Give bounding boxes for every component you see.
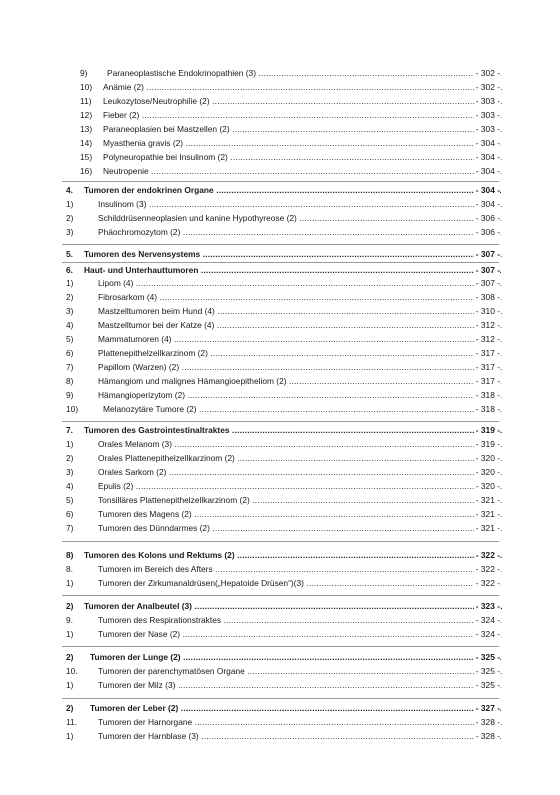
toc-entry	[0, 508, 560, 521]
toc-entry	[0, 438, 560, 451]
toc-entry-number: 7)	[66, 523, 74, 533]
toc-entry	[0, 730, 560, 743]
toc-entry-page: - 318 -	[475, 404, 500, 414]
toc-entry	[0, 628, 560, 641]
toc-section-page: - 323 -	[475, 601, 500, 611]
toc-section-heading	[0, 600, 560, 613]
toc-section-page: - 307 -	[475, 249, 500, 259]
toc-entry	[0, 137, 560, 150]
toc-entry	[0, 333, 560, 346]
toc-entry-page: - 328 -	[475, 717, 500, 727]
toc-entry-title: Polyneuropathie bei Insulinom (2) .....	[103, 151, 502, 164]
toc-entry-number: 1)	[66, 680, 74, 690]
toc-section-number: 5.	[66, 249, 73, 259]
toc-entry-page: - 303 -	[475, 110, 500, 120]
toc-entry-number: 6)	[66, 509, 74, 519]
toc-entry-page: - 304 -	[475, 166, 500, 176]
toc-entry-title: Myasthenia gravis (2) .....	[103, 137, 502, 150]
section-divider	[62, 421, 499, 422]
toc-entry-page: - 304 -	[475, 152, 500, 162]
toc-entry-number: 3)	[66, 306, 74, 316]
toc-entry-page: - 325 -	[475, 680, 500, 690]
toc-entry-page: - 317 -	[475, 376, 500, 386]
toc-entry-page: - 303 -	[475, 96, 500, 106]
toc-entry-number: 4)	[66, 320, 74, 330]
toc-entry-title: Tumoren des Respirationstraktes .....	[98, 614, 502, 627]
toc-entry-number: 2)	[66, 453, 74, 463]
toc-entry-title: Tumoren der Nase (2) .....	[98, 628, 502, 641]
toc-section-page: - 304 -	[475, 185, 500, 195]
toc-entry-title: Mastzelltumoren beim Hund (4) .....	[98, 305, 502, 318]
toc-entry-page: - 321 -	[475, 495, 500, 505]
toc-entry-number: 1)	[66, 199, 74, 209]
toc-section-page: - 322 -	[475, 550, 500, 560]
toc-entry-title: Tumoren der Milz (3) .....	[98, 679, 502, 692]
toc-entry-number: 8)	[66, 376, 74, 386]
toc-entry	[0, 665, 560, 678]
toc-entry	[0, 347, 560, 360]
toc-entry-number: 3)	[66, 467, 74, 477]
toc-entry-title: Tumoren der Harnblase (3) .....	[98, 730, 502, 743]
toc-entry-title: Tonsilläres Plattenepithelzellkarzinom (2) .....	[98, 494, 502, 507]
toc-entry-title: Mammatumoren (4) .....	[98, 333, 502, 346]
toc-entry	[0, 577, 560, 590]
toc-entry-page: - 308 -	[475, 292, 500, 302]
toc-entry-number: 9)	[80, 68, 88, 78]
toc-entry	[0, 123, 560, 136]
toc-section-page: - 319 -	[475, 425, 500, 435]
toc-section-number: 2)	[66, 703, 74, 713]
toc-entry-page: - 324 -	[475, 629, 500, 639]
toc-entry	[0, 67, 560, 80]
toc-entry-page: - 304 -	[475, 199, 500, 209]
section-divider	[62, 698, 499, 699]
toc-entry	[0, 151, 560, 164]
toc-entry-number: 10.	[66, 666, 78, 676]
toc-entry-title: Paraneoplasien bei Mastzellen (2) .....	[103, 123, 502, 136]
toc-entry	[0, 466, 560, 479]
toc-entry-page: - 325 -	[475, 666, 500, 676]
section-divider	[62, 262, 499, 263]
toc-entry-page: - 307 -	[475, 278, 500, 288]
toc-entry-title: Melanozytäre Tumore (2) .....	[103, 403, 502, 416]
toc-entry-page: - 322 -	[475, 578, 500, 588]
toc-entry-page: - 317 -	[475, 348, 500, 358]
toc-entry-number: 5)	[66, 334, 74, 344]
toc-entry-number: 16)	[80, 166, 93, 176]
toc-entry-number: 1)	[66, 439, 74, 449]
toc-entry-number: 7)	[66, 362, 74, 372]
toc-entry-title: Mastzelltumor bei der Katze (4) .....	[98, 319, 502, 332]
toc-entry-title: Tumoren im Bereich des Afters .....	[98, 563, 502, 576]
toc-entry-number: 6)	[66, 348, 74, 358]
toc-section-heading	[0, 549, 560, 562]
toc-entry-page: - 321 -	[475, 509, 500, 519]
toc-section-heading	[0, 702, 560, 715]
toc-entry-title: Epulis (2) .....	[98, 480, 502, 493]
toc-entry	[0, 494, 560, 507]
toc-section-number: 8)	[66, 550, 74, 560]
toc-section-number: 2)	[66, 601, 74, 611]
toc-entry-page: - 324 -	[475, 615, 500, 625]
toc-entry-page: - 322 -	[475, 564, 500, 574]
toc-section-heading	[0, 184, 560, 197]
toc-section-title: Tumoren der Analbeutel (3) .....	[84, 600, 502, 613]
toc-entry	[0, 198, 560, 211]
toc-entry-number: 2)	[66, 292, 74, 302]
toc-entry-page: - 318 -	[475, 390, 500, 400]
toc-entry	[0, 522, 560, 535]
toc-entry	[0, 452, 560, 465]
toc-entry	[0, 375, 560, 388]
toc-section-title: Tumoren der Lunge (2) .....	[90, 651, 502, 664]
toc-entry-title: Phäochromozytom (2) .....	[98, 226, 502, 239]
toc-entry-title: Tumoren des Dünndarmes (2) .....	[98, 522, 502, 535]
toc-entry-number: 12)	[80, 110, 93, 120]
toc-entry-title: Papillom (Warzen) (2) .....	[98, 361, 502, 374]
toc-entry-title: Tumoren des Magens (2) .....	[98, 508, 502, 521]
section-divider	[62, 244, 499, 245]
toc-entry-title: Anämie (2) .....	[103, 81, 502, 94]
toc-entry-number: 11.	[66, 717, 78, 727]
toc-entry-number: 9.	[66, 615, 73, 625]
toc-section-title: Tumoren des Nervensystems .....	[84, 248, 502, 261]
toc-section-page: - 327 -	[475, 703, 500, 713]
toc-entry-number: 4)	[66, 481, 74, 491]
toc-entry-number: 9)	[66, 390, 74, 400]
toc-entry-number: 10)	[66, 404, 79, 414]
toc-entry-title: Tumoren der Harnorgane .....	[98, 716, 502, 729]
toc-entry-title: Orales Plattenepithelzellkarzinom (2) .....	[98, 452, 502, 465]
toc-section-number: 7.	[66, 425, 73, 435]
toc-entry	[0, 212, 560, 225]
toc-entry	[0, 679, 560, 692]
toc-entry	[0, 95, 560, 108]
toc-entry-title: Tumoren der parenchymatösen Organe .....	[98, 665, 502, 678]
toc-entry	[0, 165, 560, 178]
toc-section-page: - 325 -	[475, 652, 500, 662]
toc-entry	[0, 291, 560, 304]
toc-entry	[0, 226, 560, 239]
toc-entry-page: - 321 -	[475, 523, 500, 533]
toc-entry-title: Neutropenie .....	[103, 165, 502, 178]
toc-entry-page: - 302 -	[475, 68, 500, 78]
toc-entry-title: Schilddrüsenneoplasien und kanine Hypothyreose (2) .....	[98, 212, 502, 225]
toc-entry-number: 5)	[66, 495, 74, 505]
toc-section-heading	[0, 424, 560, 437]
toc-entry	[0, 277, 560, 290]
toc-section-title: Tumoren der Leber (2) .....	[90, 702, 502, 715]
toc-entry-number: 1)	[66, 578, 74, 588]
toc-section-number: 4.	[66, 185, 73, 195]
toc-entry	[0, 716, 560, 729]
toc-entry	[0, 109, 560, 122]
toc-section-number: 6.	[66, 265, 73, 275]
toc-entry-title: Plattenepithelzellkarzinom (2) .....	[98, 347, 502, 360]
toc-entry-number: 14)	[80, 138, 93, 148]
toc-entry-number: 2)	[66, 213, 74, 223]
toc-entry-page: - 302 -	[475, 82, 500, 92]
toc-section-page: - 307 -	[475, 265, 500, 275]
toc-section-title: Tumoren des Kolons und Rektums (2) .....	[84, 549, 502, 562]
toc-entry-title: Paraneoplastische Endokrinopathien (3) .....	[107, 67, 502, 80]
toc-entry-number: 1)	[66, 278, 74, 288]
toc-entry-page: - 303 -	[475, 124, 500, 134]
toc-entry-page: - 320 -	[475, 453, 500, 463]
toc-entry	[0, 81, 560, 94]
toc-entry	[0, 305, 560, 318]
toc-entry-number: 15)	[80, 152, 93, 162]
section-divider	[62, 646, 499, 647]
toc-entry-title: Tumoren der Zirkumanaldrüsen(„Hepatoide Drüsen“)(3) .....	[98, 577, 502, 590]
toc-section-title: Tumoren der endokrinen Organe .....	[84, 184, 502, 197]
toc-entry-title: Orales Melanom (3) .....	[98, 438, 502, 451]
toc-entry-number: 1)	[66, 731, 74, 741]
toc-entry-page: - 306 -	[475, 213, 500, 223]
toc-entry-title: Leukozytose/Neutrophilie (2) .....	[103, 95, 502, 108]
toc-entry-page: - 312 -	[475, 320, 500, 330]
toc-entry-title: Insulinom (3) .....	[98, 198, 502, 211]
toc-entry	[0, 361, 560, 374]
toc-entry-page: - 310 -	[475, 306, 500, 316]
toc-entry-page: - 306 -	[475, 227, 500, 237]
toc-section-number: 2)	[66, 652, 74, 662]
toc-section-heading	[0, 248, 560, 261]
toc-entry-title: Hämangioperizytom (2) .....	[98, 389, 502, 402]
toc-entry	[0, 563, 560, 576]
section-divider	[62, 181, 499, 182]
toc-section-heading	[0, 264, 560, 277]
toc-entry-number: 1)	[66, 629, 74, 639]
toc-entry-title: Fieber (2) .....	[103, 109, 502, 122]
toc-entry-page: - 319 -	[475, 439, 500, 449]
toc-entry-number: 8.	[66, 564, 73, 574]
toc-section-heading	[0, 651, 560, 664]
toc-entry-title: Lipom (4) .....	[98, 277, 502, 290]
toc-entry	[0, 389, 560, 402]
section-divider	[62, 595, 499, 596]
toc-entry	[0, 403, 560, 416]
toc-entry-title: Fibrosarkom (4) .....	[98, 291, 502, 304]
toc-entry-number: 13)	[80, 124, 93, 134]
toc-entry-page: - 328 -	[475, 731, 500, 741]
toc-entry-title: Orales Sarkom (2) .....	[98, 466, 502, 479]
toc-section-title: Haut- und Unterhauttumoren .....	[84, 264, 502, 277]
section-divider	[62, 541, 499, 542]
toc-entry	[0, 319, 560, 332]
toc-entry-page: - 320 -	[475, 467, 500, 477]
toc-entry-page: - 312 -	[475, 334, 500, 344]
toc-entry-page: - 320 -	[475, 481, 500, 491]
toc-entry	[0, 480, 560, 493]
toc-entry-number: 10)	[80, 82, 93, 92]
toc-entry-page: - 304 -	[475, 138, 500, 148]
toc-entry-title: Hämangiom und malignes Hämangioepitheliom (2) .....	[98, 375, 502, 388]
toc-section-title: Tumoren des Gastrointestinaltraktes .....	[84, 424, 502, 437]
toc-entry-number: 11)	[80, 96, 92, 106]
toc-entry-page: - 317 -	[475, 362, 500, 372]
toc-entry-number: 3)	[66, 227, 74, 237]
toc-entry	[0, 614, 560, 627]
